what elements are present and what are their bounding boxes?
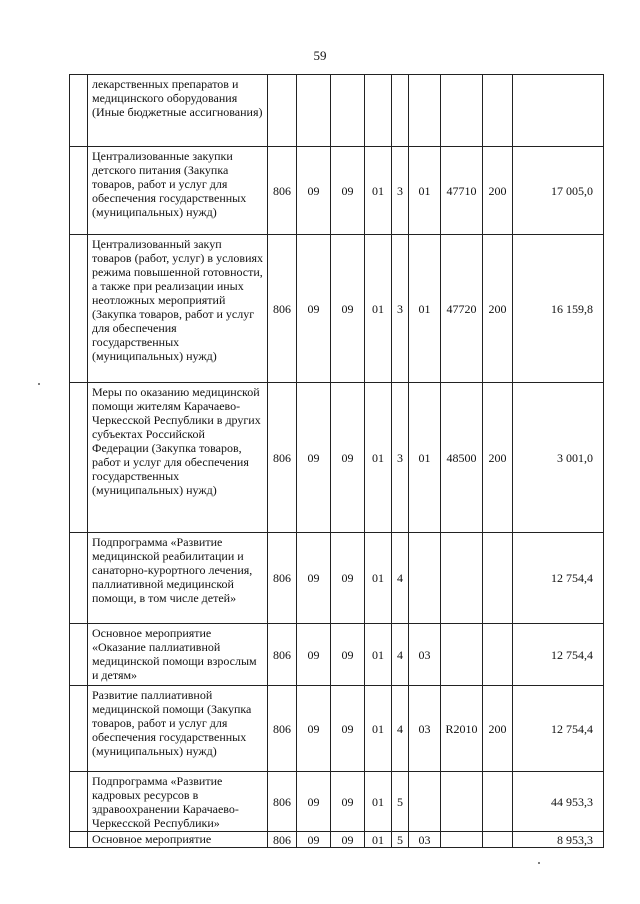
description-cell: Централизованные закупки детского питания (Закупка товаров, работ и услуг для обеспечения государственных (муниципальных) нужд) <box>88 147 268 235</box>
amount-cell: 17 005,0 <box>513 147 604 235</box>
ministry-code-cell: 806 <box>268 147 297 235</box>
row-number-cell <box>70 533 88 624</box>
subprogram-code-cell: 4 <box>392 533 409 624</box>
table-row <box>70 147 604 235</box>
row-number-cell <box>70 832 88 848</box>
expense-type-cell <box>483 772 513 832</box>
description-cell: Подпрограмма «Развитие медицинской реабилитации и санаторно-курортного лечения, паллиативной медицинской помощи, в том числе детей» <box>88 533 268 624</box>
expense-type-cell: 200 <box>483 686 513 772</box>
activity-code-cell: 01 <box>409 235 441 383</box>
amount-cell: 12 754,4 <box>513 686 604 772</box>
table-row <box>70 832 604 848</box>
row-number-cell <box>70 383 88 533</box>
direction-code-cell: R2010 <box>441 686 483 772</box>
description-cell: Централизованный закуп товаров (работ, услуг) в условиях режима повышенной готовности, а также при реализации иных неотложных мероприятий (Закупка товаров, работ и услуг для обеспечения государственных (муниципальных) нужд) <box>88 235 268 383</box>
program-code-cell: 01 <box>365 832 392 848</box>
program-code-cell: 01 <box>365 235 392 383</box>
section-code-cell: 09 <box>297 147 331 235</box>
direction-code-cell <box>441 75 483 147</box>
expense-type-cell <box>483 75 513 147</box>
budget-table <box>69 74 604 848</box>
table-row <box>70 686 604 772</box>
program-code-cell: 01 <box>365 533 392 624</box>
subprogram-code-cell: 3 <box>392 235 409 383</box>
amount-cell: 44 953,3 <box>513 772 604 832</box>
subprogram-code-cell: 4 <box>392 686 409 772</box>
activity-code-cell: 01 <box>409 147 441 235</box>
subsection-code-cell: 09 <box>331 533 365 624</box>
amount-cell: 12 754,4 <box>513 533 604 624</box>
description-cell: Основное мероприятие <box>88 832 268 848</box>
expense-type-cell: 200 <box>483 383 513 533</box>
subprogram-code-cell: 5 <box>392 772 409 832</box>
table-row <box>70 383 604 533</box>
table-row <box>70 772 604 832</box>
section-code-cell: 09 <box>297 772 331 832</box>
subsection-code-cell <box>331 75 365 147</box>
amount-cell: 16 159,8 <box>513 235 604 383</box>
program-code-cell: 01 <box>365 147 392 235</box>
amount-cell: 8 953,3 <box>513 832 604 848</box>
table-row <box>70 75 604 147</box>
direction-code-cell: 47720 <box>441 235 483 383</box>
program-code-cell <box>365 75 392 147</box>
program-code-cell: 01 <box>365 624 392 686</box>
ministry-code-cell: 806 <box>268 624 297 686</box>
section-code-cell: 09 <box>297 533 331 624</box>
description-cell: Подпрограмма «Развитие кадровых ресурсов в здравоохранении Карачаево-Черкесской Республики» <box>88 772 268 832</box>
page-number: 59 <box>313 48 327 63</box>
expense-type-cell <box>483 832 513 848</box>
amount-cell: 3 001,0 <box>513 383 604 533</box>
table-row <box>70 235 604 383</box>
subsection-code-cell: 09 <box>331 832 365 848</box>
expense-type-cell <box>483 624 513 686</box>
section-code-cell: 09 <box>297 383 331 533</box>
amount-cell <box>513 75 604 147</box>
scan-speck <box>38 383 40 385</box>
amount-cell: 12 754,4 <box>513 624 604 686</box>
description-cell: Меры по оказанию медицинской помощи жителям Карачаево-Черкесской Республики в других субъектах Российской Федерации (Закупка товаров, работ и услуг для обеспечения государственных (муниципальных) нужд) <box>88 383 268 533</box>
section-code-cell <box>297 75 331 147</box>
section-code-cell: 09 <box>297 686 331 772</box>
description-cell: Основное мероприятие «Оказание паллиативной медицинской помощи взрослым и детям» <box>88 624 268 686</box>
activity-code-cell <box>409 75 441 147</box>
program-code-cell: 01 <box>365 686 392 772</box>
ministry-code-cell <box>268 75 297 147</box>
section-code-cell: 09 <box>297 832 331 848</box>
expense-type-cell <box>483 533 513 624</box>
direction-code-cell <box>441 772 483 832</box>
direction-code-cell <box>441 832 483 848</box>
expense-type-cell: 200 <box>483 147 513 235</box>
subprogram-code-cell <box>392 75 409 147</box>
subprogram-code-cell: 3 <box>392 147 409 235</box>
row-number-cell <box>70 686 88 772</box>
direction-code-cell <box>441 624 483 686</box>
row-number-cell <box>70 772 88 832</box>
ministry-code-cell: 806 <box>268 832 297 848</box>
direction-code-cell: 47710 <box>441 147 483 235</box>
subprogram-code-cell: 5 <box>392 832 409 848</box>
subprogram-code-cell: 4 <box>392 624 409 686</box>
subsection-code-cell: 09 <box>331 147 365 235</box>
row-number-cell <box>70 75 88 147</box>
subsection-code-cell: 09 <box>331 686 365 772</box>
expense-type-cell: 200 <box>483 235 513 383</box>
activity-code-cell: 03 <box>409 686 441 772</box>
scan-speck <box>538 862 540 864</box>
ministry-code-cell: 806 <box>268 533 297 624</box>
description-cell: лекарственных препаратов и медицинского оборудования (Иные бюджетные ассигнования) <box>88 75 268 147</box>
ministry-code-cell: 806 <box>268 383 297 533</box>
row-number-cell <box>70 624 88 686</box>
section-code-cell: 09 <box>297 235 331 383</box>
row-number-cell <box>70 147 88 235</box>
section-code-cell: 09 <box>297 624 331 686</box>
subsection-code-cell: 09 <box>331 772 365 832</box>
table-row <box>70 533 604 624</box>
subsection-code-cell: 09 <box>331 383 365 533</box>
subprogram-code-cell: 3 <box>392 383 409 533</box>
activity-code-cell: 03 <box>409 624 441 686</box>
ministry-code-cell: 806 <box>268 772 297 832</box>
program-code-cell: 01 <box>365 383 392 533</box>
activity-code-cell: 03 <box>409 832 441 848</box>
table-row <box>70 624 604 686</box>
direction-code-cell <box>441 533 483 624</box>
description-cell: Развитие паллиативной медицинской помощи (Закупка товаров, работ и услуг для обеспечения государственных (муниципальных) нужд) <box>88 686 268 772</box>
ministry-code-cell: 806 <box>268 235 297 383</box>
row-number-cell <box>70 235 88 383</box>
activity-code-cell <box>409 772 441 832</box>
subsection-code-cell: 09 <box>331 235 365 383</box>
direction-code-cell: 48500 <box>441 383 483 533</box>
activity-code-cell <box>409 533 441 624</box>
ministry-code-cell: 806 <box>268 686 297 772</box>
program-code-cell: 01 <box>365 772 392 832</box>
activity-code-cell: 01 <box>409 383 441 533</box>
subsection-code-cell: 09 <box>331 624 365 686</box>
